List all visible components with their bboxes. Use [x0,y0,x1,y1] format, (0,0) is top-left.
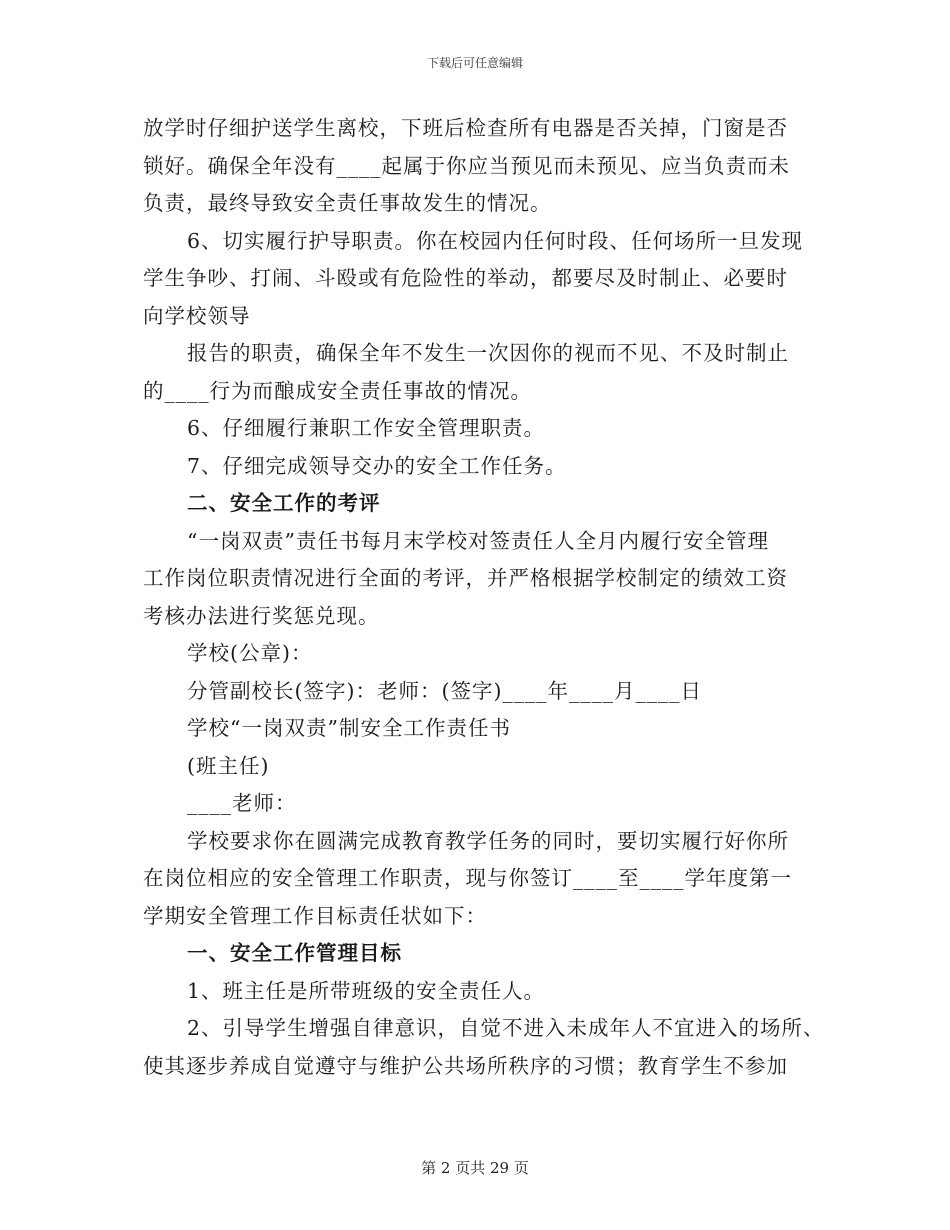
header-note: 下载后可任意编辑 [426,56,523,70]
text-line: 学校要求你在圆满完成教育教学任务的同时，要切实履行好你所 [187,828,789,853]
text-line: 6、仔细履行兼职工作安全管理职责。 [187,416,546,440]
text-line: (班主任) [187,753,270,778]
text-line: 在岗位相应的安全管理工作职责，现与你签订____至____学年度第一 [143,866,792,890]
text-line: 使其逐步养成自觉遵守与维护公共场所秩序的习惯；教育学生不参加 [143,1053,788,1078]
text-line: 学校(公章)： [187,641,313,665]
text-line: 6、切实履行护导职责。你在校园内任何时段、任何场所一旦发现 [187,228,804,253]
text-line: ____老师： [187,791,297,815]
text-line: 锁好。确保全年没有____起属于你应当预见而未预见、应当负责而未 [143,153,790,178]
text-line: 2、引导学生增强自律意识，自觉不进入未成年人不宜进入的场所、 [187,1016,825,1040]
text-line: 的____行为而酿成安全责任事故的情况。 [143,378,532,403]
section-heading: 一、安全工作管理目标 [187,941,402,965]
text-line: 放学时仔细护送学生离校，下班后检查所有电器是否关掉，门窗是否 [143,116,788,140]
document-body [143,110,823,1085]
text-line: 考核办法进行奖惩兑现。 [143,603,380,628]
section-heading: 二、安全工作的考评 [187,491,381,515]
text-line: “一岗双责”责任书每月末学校对签责任人全月内履行安全管理 [187,528,769,553]
text-line: 分管副校长(签字)：老师：(签字)____年____月____日 [187,678,702,703]
text-line: 学期安全管理工作目标责任状如下： [143,903,487,928]
text-line: 1、班主任是所带班级的安全责任人。 [187,978,546,1003]
text-line: 报告的职责，确保全年不发生一次因你的视而不见、不及时制止 [187,341,789,365]
text-line: 向学校领导 [143,303,251,328]
text-line: 学生争吵、打闹、斗殴或有危险性的举动，都要尽及时制止、必要时 [143,266,788,290]
text-line: 7、仔细完成领导交办的安全工作任务。 [187,453,567,478]
text-line: 学校“一岗双责”制安全工作责任书 [187,716,511,740]
page-number: 第 2 页共 29 页 [421,1159,529,1177]
text-line: 工作岗位职责情况进行全面的考评，并严格根据学校制定的绩效工资 [143,566,788,590]
text-line: 负责，最终导致安全责任事故发生的情况。 [143,191,552,215]
